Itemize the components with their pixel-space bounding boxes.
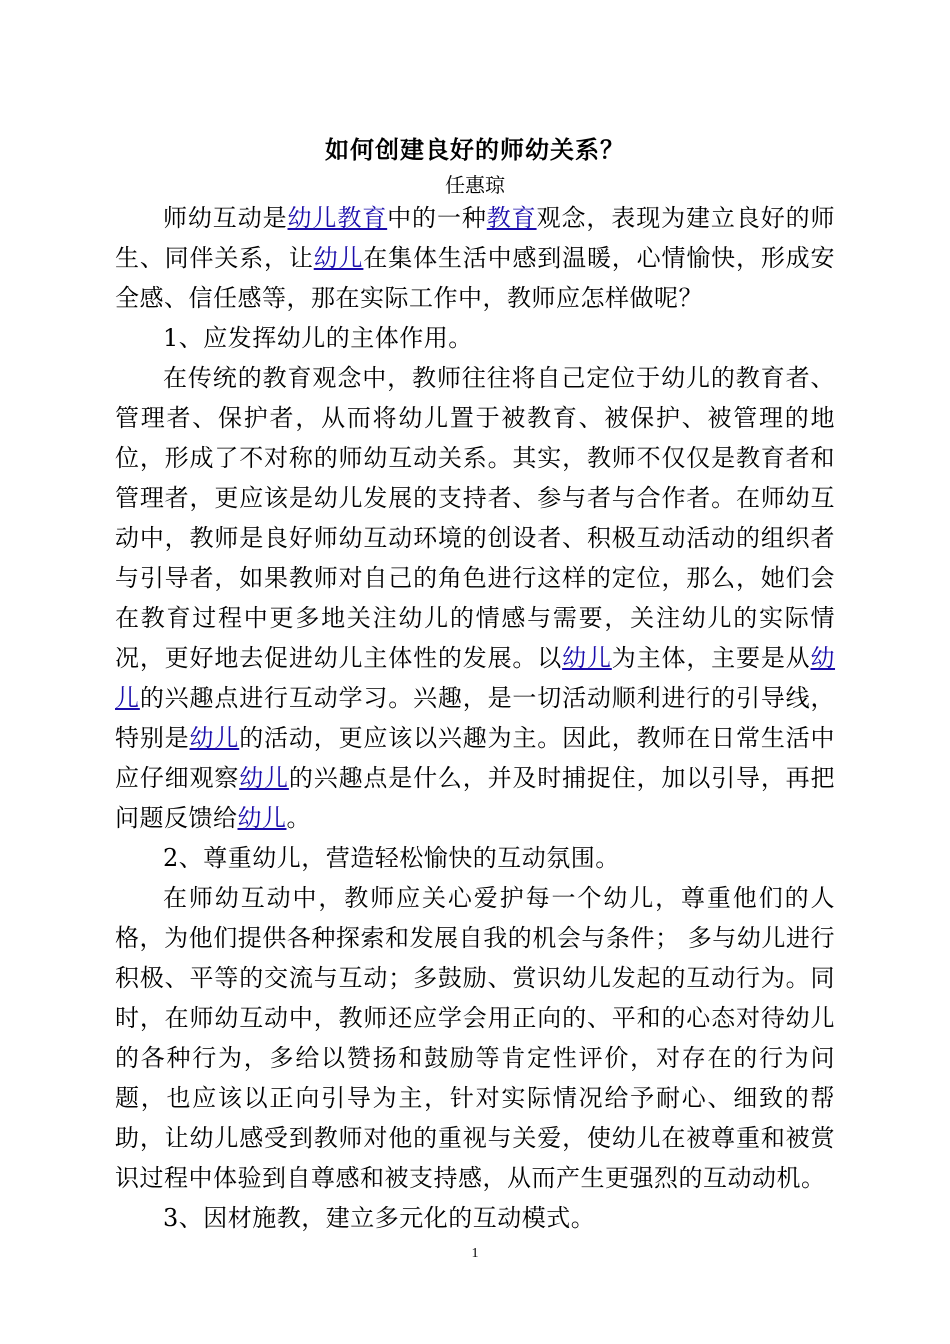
paragraph: [115, 878, 835, 1198]
hyperlink[interactable]: 幼儿教育: [287, 204, 388, 232]
document-page: [115, 128, 835, 1238]
hyperlink[interactable]: 幼儿: [562, 644, 612, 672]
paragraph-text: 3、因材施教，建立多元化的互动模式。: [163, 1204, 596, 1232]
hyperlink[interactable]: 幼儿: [239, 764, 289, 792]
paragraph-text: 师幼互动是: [163, 204, 288, 232]
paragraph-text: 的兴趣点是什么，并及时捕捉住，加以引导，再把问题反馈给: [115, 764, 836, 832]
document-author: 任惠琼: [445, 173, 505, 197]
paragraph: [115, 198, 835, 318]
document-body: [115, 198, 835, 1238]
paragraph-text: 1、应发挥幼儿的主体作用。: [163, 324, 473, 352]
paragraph: [115, 1198, 835, 1238]
paragraph-text: 观念，表现为建立良好的师生、同伴关系，让: [115, 204, 836, 272]
hyperlink[interactable]: 幼儿: [237, 804, 287, 832]
paragraph-text: 在师幼互动中，教师应关心爱护每一个幼儿，尊重他们的人格，为他们提供各种探索和发展自我的机会与条件； 多与幼儿进行积极、平等的交流与互动；多鼓励、赏识幼儿发起的互动行为。同时，在师幼互动中，教师还应学会用正向的、平和的心态对待幼儿的各种行为，多给以赞扬和鼓励等肯定性评价，对存在的行为问题，也应该以正向引导为主，针对实际情况给予耐心、细致的帮助，让幼儿感受到教师对他的重视与关爱，使幼儿在被尊重和被赏识过程中体验到自尊感和被支持感，从而产生更强烈的互动动机。: [115, 884, 835, 1192]
hyperlink[interactable]: 幼儿: [313, 244, 364, 272]
page-number: 1: [471, 1246, 479, 1261]
hyperlink[interactable]: 教育: [486, 204, 537, 232]
hyperlink[interactable]: 幼儿: [115, 644, 836, 712]
paragraph-text: 。: [286, 804, 311, 832]
paragraph-text: 为主体，主要是从: [611, 644, 811, 672]
paragraph: [115, 358, 835, 838]
paragraph: [115, 318, 835, 358]
paragraph: [115, 838, 835, 878]
hyperlink[interactable]: 幼儿: [189, 724, 240, 752]
paragraph-text: 在传统的教育观念中，教师往往将自己定位于幼儿的教育者、管理者、保护者，从而将幼儿置于被教育、被保护、被管理的地位，形成了不对称的师幼互动关系。其实，教师不仅仅是教育者和管理者，更应该是幼儿发展的支持者、参与者与合作者。在师幼互动中，教师是良好师幼互动环境的创设者、积极互动活动的组织者与引导者，如果教师对自己的角色进行这样的定位，那么，她们会在教育过程中更多地关注幼儿的情感与需要，关注幼儿的实际情况，更好地去促进幼儿主体性的发展。以: [115, 364, 835, 672]
document-title: 如何创建良好的师幼关系？: [325, 135, 625, 164]
paragraph-text: 中的一种: [387, 204, 487, 232]
paragraph-text: 的兴趣点进行互动学习。兴趣，是一切活动顺利进行的引导线，特别是: [115, 684, 836, 752]
paragraph-text: 的活动，更应该以兴趣为主。因此，教师在日常生活中应仔细观察: [115, 724, 836, 792]
paragraph-text: 2、尊重幼儿，营造轻松愉快的互动氛围。: [163, 844, 620, 872]
paragraph-text: 在集体生活中感到温暖，心情愉快，形成安全感、信任感等，那在实际工作中，教师应怎样做呢？: [115, 244, 836, 312]
